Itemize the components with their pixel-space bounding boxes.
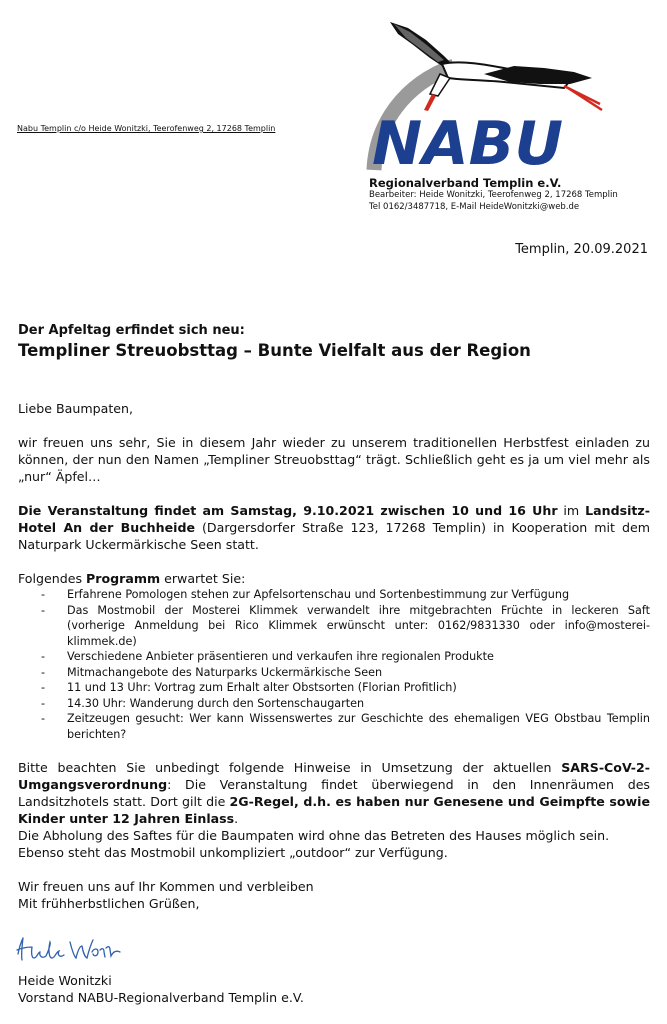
program-item: - Zeitzeugen gesucht: Wer kann Wissenswertes zur Geschichte des ehemaligen VEG Obstbau Templin berichten? — [18, 711, 650, 742]
signer-name: Heide Wonitzki — [18, 973, 112, 988]
program-intro: Folgendes Programm erwartet Sie: — [18, 571, 246, 586]
letter-headline: Templiner Streuobsttag – Bunte Vielfalt aus der Region — [18, 341, 531, 360]
contact-line: Tel 0162/3487718, E-Mail HeideWonitzki@web.de — [369, 202, 580, 212]
letter-subheading: Der Apfeltag erfindet sich neu: — [18, 323, 245, 338]
letter-body — [18, 400, 650, 912]
editor-line: Bearbeiter: Heide Wonitzki, Teerofenweg 2, 17268 Templin — [369, 190, 618, 200]
program-item: - 11 und 13 Uhr: Vortrag zum Erhalt alter Obstsorten (Florian Profitlich) — [18, 680, 650, 696]
signature-block — [18, 972, 304, 1006]
program-item: - Das Mostmobil der Mosterei Klimmek verwandelt ihre mitgebrachten Früchte in leckeren Saft (vorherige Anmeldung bei Rico Klimmek erwünscht unter: 0162/9831330 oder info@mosterei-klimmek.de) — [18, 603, 650, 650]
event-date-time: Die Veranstaltung findet am Samstag, 9.10.2021 zwischen 10 und 16 Uhr — [18, 503, 558, 518]
salutation: Liebe Baumpaten, — [18, 401, 133, 416]
closing-line: Wir freuen uns auf Ihr Kommen und verbleiben — [18, 879, 314, 894]
program-item: - Verschiedene Anbieter präsentieren und verkaufen ihre regionalen Produkte — [18, 649, 650, 665]
nabu-logo — [364, 14, 636, 172]
notice-paragraph: Bitte beachten Sie unbedingt folgende Hinweise in Umsetzung der aktuellen SARS-CoV-2-Umgangsverordnung: Die Veranstaltung findet überwiegend in den Innenräumen des Landsitzhotels statt. Dort gilt die 2G-Regel, d.h. es haben nur Genesene und Geimpfte sowie Kinder unter 12 Jahren Einlass. — [18, 760, 650, 826]
handwritten-signature — [14, 934, 124, 964]
stork-icon — [390, 22, 602, 111]
program-item: - Mitmachangebote des Naturparks Uckermärkische Seen — [18, 665, 650, 681]
event-paragraph: Die Veranstaltung findet am Samstag, 9.10.2021 zwischen 10 und 16 Uhr im Landsitz-Hotel An der Buchheide (Dargersdorfer Straße 123, 17268 Templin) in Kooperation mit dem Naturpark Uckermärkische Seen statt. — [18, 503, 650, 552]
pickup-line: Die Abholung des Saftes für die Baumpaten wird ohne das Betreten des Hauses möglich sein. — [18, 828, 610, 843]
signer-role: Vorstand NABU-Regionalverband Templin e.V. — [18, 990, 304, 1005]
sender-address-line: Nabu Templin c/o Heide Wonitzki, Teerofenweg 2, 17268 Templin — [17, 124, 276, 133]
program-item: - 14.30 Uhr: Wanderung durch den Sortenschaugarten — [18, 696, 650, 712]
program-list — [18, 587, 650, 742]
letter-date: Templin, 20.09.2021 — [515, 242, 648, 257]
event-venue: Landsitz-Hotel An der Buchheide — [18, 503, 650, 535]
organization-name: Regionalverband Templin e.V. — [369, 176, 562, 190]
intro-paragraph: wir freuen uns sehr, Sie in diesem Jahr wieder zu unserem traditionellen Herbstfest einladen zu können, der nun den Namen „Templiner Streuobsttag“ trägt. Schließlich geht es ja um viel mehr als „nur“ Äpfel… — [18, 435, 650, 484]
mostmobil-line: Ebenso steht das Mostmobil unkompliziert „outdoor“ zur Verfügung. — [18, 845, 448, 860]
greeting-line: Mit frühherbstlichen Grüßen, — [18, 896, 200, 911]
program-item: - Erfahrene Pomologen stehen zur Apfelsortenschau und Sortenbestimmung zur Verfügung — [18, 587, 650, 603]
logo-wordmark: NABU — [372, 109, 564, 172]
organization-block — [369, 177, 618, 213]
